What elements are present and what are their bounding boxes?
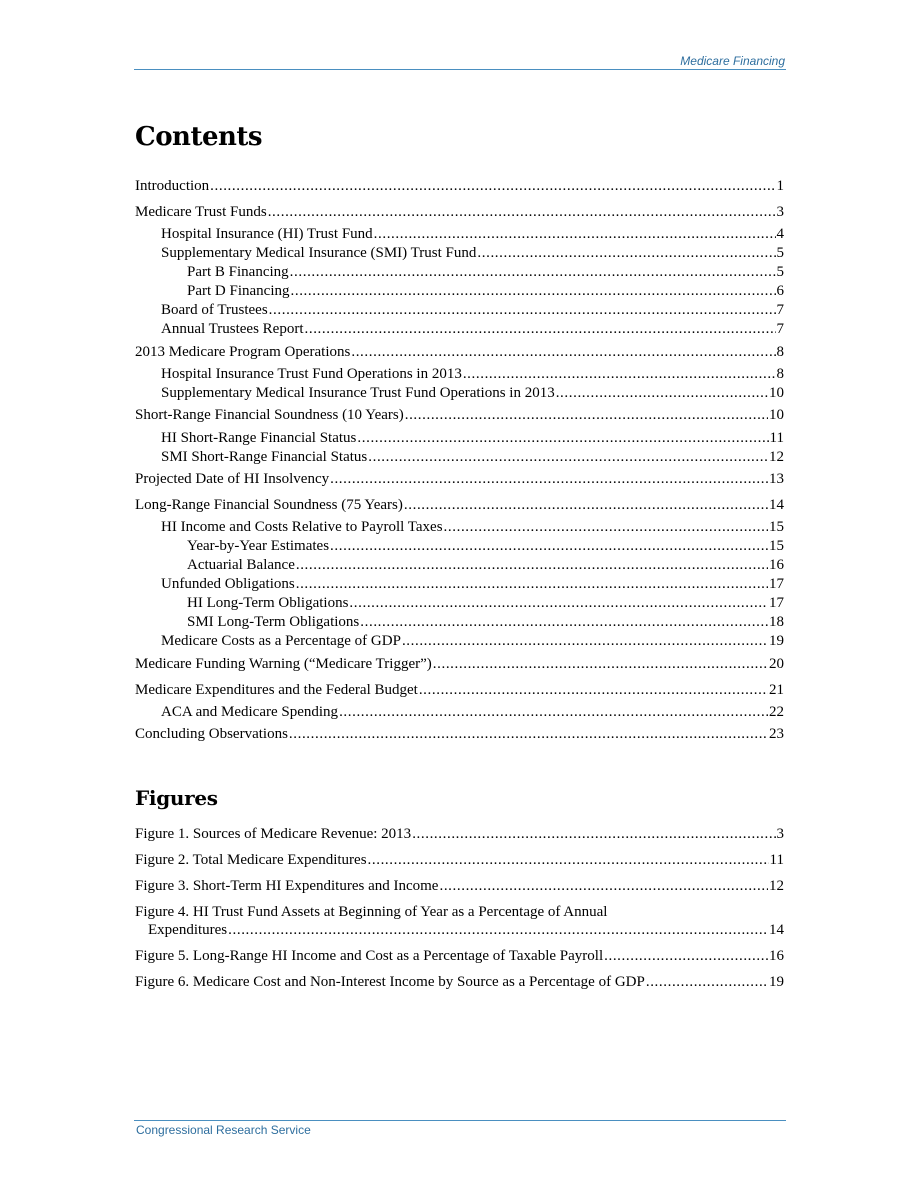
toc-entry-hi-long-term[interactable] bbox=[187, 594, 784, 612]
toc-entry-hi-short-range[interactable] bbox=[161, 429, 784, 447]
figure-entry-title: Figure 3. Short-Term HI Expenditures and Income bbox=[135, 878, 439, 894]
toc-entry-hi-insolvency[interactable] bbox=[135, 470, 784, 488]
dot-leader bbox=[646, 973, 768, 991]
figure-entry-1[interactable] bbox=[135, 825, 784, 843]
toc-entry-introduction[interactable] bbox=[135, 177, 784, 195]
footer-rule bbox=[134, 1120, 786, 1121]
toc-entry-page: 8 bbox=[776, 366, 784, 382]
toc-entry-page: 5 bbox=[776, 245, 784, 261]
dot-leader bbox=[268, 203, 776, 221]
toc-entry-page: 1 bbox=[776, 178, 784, 194]
dot-leader bbox=[357, 429, 768, 447]
dot-leader bbox=[296, 575, 768, 593]
toc-entry-page: 5 bbox=[776, 264, 784, 280]
toc-entry-title: Unfunded Obligations bbox=[161, 576, 295, 592]
toc-entry-title: Projected Date of HI Insolvency bbox=[135, 471, 330, 487]
toc-entry-trust-funds[interactable] bbox=[135, 203, 784, 221]
figure-entry-title: Figure 1. Sources of Medicare Revenue: 2013 bbox=[135, 826, 412, 842]
toc-entry-title: HI Income and Costs Relative to Payroll Taxes bbox=[161, 519, 443, 535]
dot-leader bbox=[360, 613, 768, 631]
toc-entry-title: Long-Range Financial Soundness (75 Years) bbox=[135, 497, 403, 513]
contents-heading: Contents bbox=[135, 122, 263, 152]
toc-entry-page: 13 bbox=[769, 471, 784, 487]
toc-entry-title: Medicare Costs as a Percentage of GDP bbox=[161, 633, 401, 649]
toc-entry-title: Year-by-Year Estimates bbox=[187, 538, 330, 554]
figure-entry-3[interactable] bbox=[135, 877, 784, 895]
dot-leader bbox=[351, 343, 775, 361]
toc-entry-title: Medicare Funding Warning (“Medicare Trigger”) bbox=[135, 656, 432, 672]
toc-entry-title: Hospital Insurance Trust Fund Operations in 2013 bbox=[161, 366, 462, 382]
toc-entry-page: 23 bbox=[769, 726, 784, 742]
dot-leader bbox=[290, 263, 776, 281]
toc-entry-title: ACA and Medicare Spending bbox=[161, 704, 339, 720]
toc-entry-title: Medicare Trust Funds bbox=[135, 204, 267, 220]
figure-entry-page: 12 bbox=[769, 878, 784, 894]
dot-leader bbox=[305, 320, 776, 338]
running-header: Medicare Financing bbox=[680, 54, 785, 68]
toc-entry-funding-warning[interactable] bbox=[135, 655, 784, 673]
toc-entry-page: 21 bbox=[769, 682, 784, 698]
toc-entry-hi-trust-fund[interactable] bbox=[161, 225, 784, 243]
toc-entry-page: 18 bbox=[769, 614, 784, 630]
toc-entry-hi-operations-2013[interactable] bbox=[161, 365, 784, 383]
dot-leader bbox=[330, 470, 768, 488]
toc-entry-title: Concluding Observations bbox=[135, 726, 288, 742]
dot-leader bbox=[296, 556, 768, 574]
toc-entry-part-d[interactable] bbox=[187, 282, 784, 300]
figure-entry-page: 3 bbox=[776, 826, 784, 842]
dot-leader bbox=[269, 301, 776, 319]
toc-entry-short-range[interactable] bbox=[135, 406, 784, 424]
dot-leader bbox=[433, 655, 768, 673]
toc-entry-page: 17 bbox=[769, 576, 784, 592]
toc-entry-smi-short-range[interactable] bbox=[161, 448, 784, 466]
toc-entry-actuarial-balance[interactable] bbox=[187, 556, 784, 574]
dot-leader bbox=[339, 703, 768, 721]
toc-entry-title: Annual Trustees Report bbox=[161, 321, 304, 337]
toc-entry-title: 2013 Medicare Program Operations bbox=[135, 344, 351, 360]
toc-entry-page: 10 bbox=[769, 385, 784, 401]
dot-leader bbox=[374, 225, 776, 243]
toc-entry-unfunded-obligations[interactable] bbox=[161, 575, 784, 593]
toc-entry-title: SMI Long-Term Obligations bbox=[187, 614, 360, 630]
figure-entry-title: Figure 4. HI Trust Fund Assets at Beginning of Year as a Percentage of Annual bbox=[135, 904, 608, 920]
toc-entry-title: Short-Range Financial Soundness (10 Years) bbox=[135, 407, 404, 423]
toc-entry-page: 15 bbox=[769, 519, 784, 535]
toc-entry-title: HI Long-Term Obligations bbox=[187, 595, 349, 611]
toc-entry-page: 7 bbox=[776, 302, 784, 318]
toc-entry-title: SMI Short-Range Financial Status bbox=[161, 449, 368, 465]
figure-entry-continuation bbox=[148, 921, 784, 939]
toc-entry-page: 12 bbox=[769, 449, 784, 465]
toc-entry-page: 7 bbox=[776, 321, 784, 337]
toc-entry-costs-gdp[interactable] bbox=[161, 632, 784, 650]
figure-entry-title: Figure 5. Long-Range HI Income and Cost as a Percentage of Taxable Payroll bbox=[135, 948, 604, 964]
dot-leader bbox=[404, 496, 768, 514]
dot-leader bbox=[291, 282, 776, 300]
toc-entry-year-by-year[interactable] bbox=[187, 537, 784, 555]
toc-entry-title: Board of Trustees bbox=[161, 302, 268, 318]
figure-entry-page: 19 bbox=[769, 974, 784, 990]
toc-entry-title: Hospital Insurance (HI) Trust Fund bbox=[161, 226, 373, 242]
toc-entry-page: 16 bbox=[769, 557, 784, 573]
toc-entry-title: Medicare Expenditures and the Federal Budget bbox=[135, 682, 418, 698]
dot-leader bbox=[477, 244, 775, 262]
toc-entry-title: Part B Financing bbox=[187, 264, 289, 280]
figure-entry-4[interactable] bbox=[135, 903, 784, 939]
figure-entry-page: 14 bbox=[769, 922, 784, 938]
dot-leader bbox=[349, 594, 768, 612]
dot-leader bbox=[228, 921, 768, 939]
dot-leader bbox=[604, 947, 768, 965]
toc-entry-long-range[interactable] bbox=[135, 496, 784, 514]
toc-entry-aca-spending[interactable] bbox=[161, 703, 784, 721]
toc-entry-title: HI Short-Range Financial Status bbox=[161, 430, 357, 446]
toc-entry-page: 6 bbox=[776, 283, 784, 299]
dot-leader bbox=[402, 632, 768, 650]
toc-entry-board-of-trustees[interactable] bbox=[161, 301, 784, 319]
toc-entry-2013-operations[interactable] bbox=[135, 343, 784, 361]
dot-leader bbox=[330, 537, 768, 555]
figure-entry-title: Figure 2. Total Medicare Expenditures bbox=[135, 852, 367, 868]
dot-leader bbox=[444, 518, 768, 536]
toc-entry-annual-report[interactable] bbox=[161, 320, 784, 338]
dot-leader bbox=[556, 384, 768, 402]
dot-leader bbox=[463, 365, 776, 383]
figure-entry-title: Figure 6. Medicare Cost and Non-Interest Income by Source as a Percentage of GDP bbox=[135, 974, 645, 990]
toc-entry-page: 3 bbox=[776, 204, 784, 220]
dot-leader bbox=[419, 681, 768, 699]
toc-entry-page: 20 bbox=[769, 656, 784, 672]
footer-publisher: Congressional Research Service bbox=[136, 1123, 311, 1137]
toc-entry-part-b[interactable] bbox=[187, 263, 784, 281]
toc-entry-concluding[interactable] bbox=[135, 725, 784, 743]
toc-entry-federal-budget[interactable] bbox=[135, 681, 784, 699]
dot-leader bbox=[405, 406, 768, 424]
toc-entry-smi-operations-2013[interactable] bbox=[161, 384, 784, 402]
figures-heading: Figures bbox=[135, 786, 218, 810]
toc-entry-page: 4 bbox=[776, 226, 784, 242]
figure-entry-page: 16 bbox=[769, 948, 784, 964]
dot-leader bbox=[368, 851, 769, 869]
toc-entry-smi-long-term[interactable] bbox=[187, 613, 784, 631]
figure-entry-5[interactable] bbox=[135, 947, 784, 965]
dot-leader bbox=[289, 725, 768, 743]
figure-entry-6[interactable] bbox=[135, 973, 784, 991]
toc-entry-title: Actuarial Balance bbox=[187, 557, 295, 573]
toc-entry-page: 19 bbox=[769, 633, 784, 649]
toc-entry-title: Supplementary Medical Insurance (SMI) Trust Fund bbox=[161, 245, 477, 261]
toc-entry-title: Part D Financing bbox=[187, 283, 290, 299]
toc-entry-page: 22 bbox=[769, 704, 784, 720]
toc-entry-title: Introduction bbox=[135, 178, 210, 194]
toc-entry-page: 8 bbox=[776, 344, 784, 360]
toc-entry-hi-income-costs[interactable] bbox=[161, 518, 784, 536]
toc-entry-page: 11 bbox=[769, 430, 784, 446]
toc-entry-title: Supplementary Medical Insurance Trust Fund Operations in 2013 bbox=[161, 385, 555, 401]
toc-entry-page: 15 bbox=[769, 538, 784, 554]
dot-leader bbox=[439, 877, 768, 895]
dot-leader bbox=[210, 177, 775, 195]
toc-entry-smi-trust-fund[interactable] bbox=[161, 244, 784, 262]
toc-entry-page: 14 bbox=[769, 497, 784, 513]
toc-entry-page: 10 bbox=[769, 407, 784, 423]
figure-entry-title-continued: Expenditures bbox=[148, 922, 228, 938]
header-rule bbox=[134, 69, 786, 70]
toc-entry-page: 17 bbox=[769, 595, 784, 611]
dot-leader bbox=[412, 825, 775, 843]
figure-entry-page: 11 bbox=[769, 852, 784, 868]
figure-entry-2[interactable] bbox=[135, 851, 784, 869]
dot-leader bbox=[368, 448, 768, 466]
